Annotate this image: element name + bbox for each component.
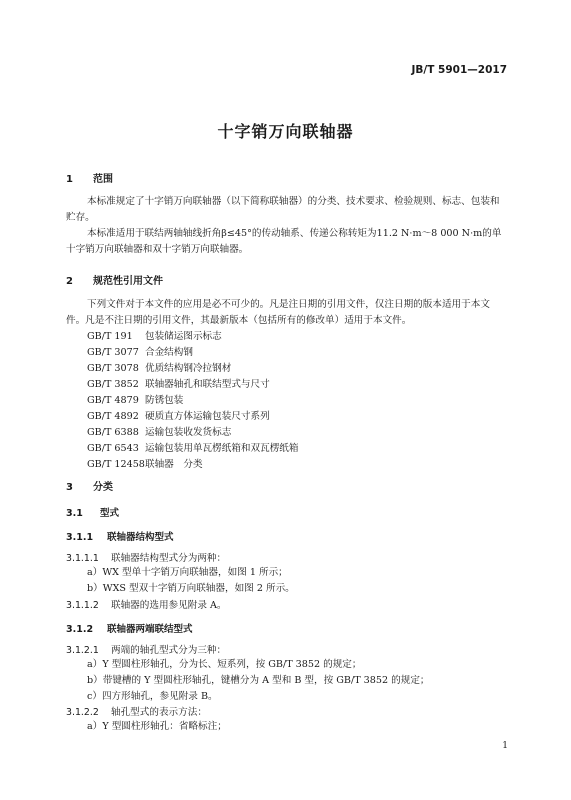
clause-3-1-2-heading — [66, 621, 193, 635]
reference-code: GB/T 6543 — [87, 443, 139, 454]
reference-title: 优质结构钢冷拉钢材 — [145, 363, 232, 374]
clause-text: 联轴器的选用参见附录 A。 — [111, 600, 227, 611]
section-title: 规范性引用文件 — [93, 276, 163, 287]
paragraph-text: 本标准规定了十字销万向联轴器（以下简称联轴器）的分类、技术要求、检验规则、标志、包装和贮存。 — [66, 196, 500, 223]
section-title: 分类 — [93, 482, 113, 493]
clause-number: 3.1.2.2 — [66, 707, 99, 718]
reference-code: GB/T 3078 — [87, 363, 139, 374]
reference-code: GB/T 4879 — [87, 395, 139, 406]
reference-title: 硬质直方体运输包装尺寸系列 — [145, 411, 270, 422]
list-item: a）WX 型单十字销万向联轴器，如图 1 所示； — [87, 567, 288, 578]
structure-type-list — [87, 565, 295, 597]
clause-number: 3.1.2 — [66, 624, 94, 635]
clause-number: 3.1.1.1 — [66, 553, 99, 564]
clause-text: 轴孔型式的表示方法： — [111, 707, 207, 718]
reference-code: GB/T 191 — [87, 331, 133, 342]
reference-code: GB/T 3077 — [87, 347, 139, 358]
reference-code: GB/T 3852 — [87, 379, 139, 390]
section-1-heading — [66, 170, 113, 185]
paragraph-text: 本标准适用于联结两轴轴线折角β≤45°的传动轴系、传递公称转矩为11.2 N·m～8 000 N·m的单十字销万向联轴器和双十字销万向联轴器。 — [66, 228, 502, 255]
section-2-paragraph-1 — [66, 297, 506, 329]
clause-3-1-heading — [66, 505, 119, 519]
list-item: b）带键槽的 Y 型圆柱形轴孔，键槽分为 A 型和 B 型，按 GB/T 3852 的规定； — [87, 675, 430, 686]
section-1-paragraph-1 — [66, 194, 506, 226]
reference-title: 防锈包装 — [145, 395, 184, 406]
reference-code: GB/T 4892 — [87, 411, 139, 422]
list-item: a）Y 型圆柱形轴孔，分为长、短系列，按 GB/T 3852 的规定； — [87, 659, 362, 670]
clause-number: 3.1 — [66, 508, 83, 519]
clause-3-1-2-2 — [66, 704, 207, 718]
reference-code: GB/T 12458 — [87, 459, 145, 470]
clause-title: 联轴器两端联结型式 — [107, 624, 193, 635]
clause-3-1-1-1 — [66, 550, 226, 564]
clause-3-1-1-heading — [66, 529, 174, 543]
section-number: 2 — [66, 276, 73, 287]
reference-item — [87, 329, 299, 345]
section-number: 1 — [66, 174, 73, 185]
reference-item — [87, 377, 299, 393]
clause-3-1-1-2 — [66, 597, 227, 611]
reference-item — [87, 345, 299, 361]
paragraph-text: 下列文件对于本文件的应用是必不可少的。凡是注日期的引用文件，仅注日期的版本适用于本文件。凡是不注日期的引用文件，其最新版本（包括所有的修改单）适用于本文件。 — [66, 299, 490, 326]
reference-item — [87, 393, 299, 409]
reference-title: 联轴器轴孔和联结型式与尺寸 — [145, 379, 270, 390]
list-item: b）WXS 型双十字销万向联轴器，如图 2 所示。 — [87, 583, 295, 594]
document-code: JB/T 5901—2017 — [411, 64, 507, 76]
list-item: a）Y 型圆柱形轴孔：省略标注； — [87, 721, 227, 732]
reference-item — [87, 409, 299, 425]
clause-text: 两端的轴孔型式分为三种： — [111, 645, 227, 656]
reference-title: 合金结构钢 — [145, 347, 193, 358]
list-item: c）四方形轴孔，参见附录 B。 — [87, 691, 218, 702]
document-title: 十字销万向联轴器 — [217, 122, 354, 141]
clause-number: 3.1.2.1 — [66, 645, 99, 656]
section-2-heading — [66, 272, 163, 287]
clause-number: 3.1.1.2 — [66, 600, 99, 611]
shaft-hole-type-list — [87, 657, 430, 705]
reference-title: 运输包装收发货标志 — [145, 427, 232, 438]
reference-title: 联轴器 分类 — [145, 459, 203, 470]
reference-title: 运输包装用单瓦楞纸箱和双瓦楞纸箱 — [145, 443, 299, 454]
section-1-paragraph-2 — [66, 226, 506, 258]
reference-item — [87, 457, 299, 473]
page-number: 1 — [502, 741, 508, 751]
clause-title: 型式 — [100, 508, 120, 519]
clause-number: 3.1.1 — [66, 532, 94, 543]
clause-title: 联轴器结构型式 — [107, 532, 174, 543]
reference-item — [87, 361, 299, 377]
reference-title: 包装储运图示标志 — [145, 331, 222, 342]
reference-code: GB/T 6388 — [87, 427, 139, 438]
reference-list — [87, 329, 299, 473]
section-3-heading — [66, 478, 113, 493]
clause-text: 联轴器结构型式分为两种： — [111, 553, 227, 564]
section-number: 3 — [66, 482, 73, 493]
reference-item — [87, 425, 299, 441]
notation-list — [87, 719, 227, 735]
reference-item — [87, 441, 299, 457]
section-title: 范围 — [93, 174, 113, 185]
clause-3-1-2-1 — [66, 642, 226, 656]
